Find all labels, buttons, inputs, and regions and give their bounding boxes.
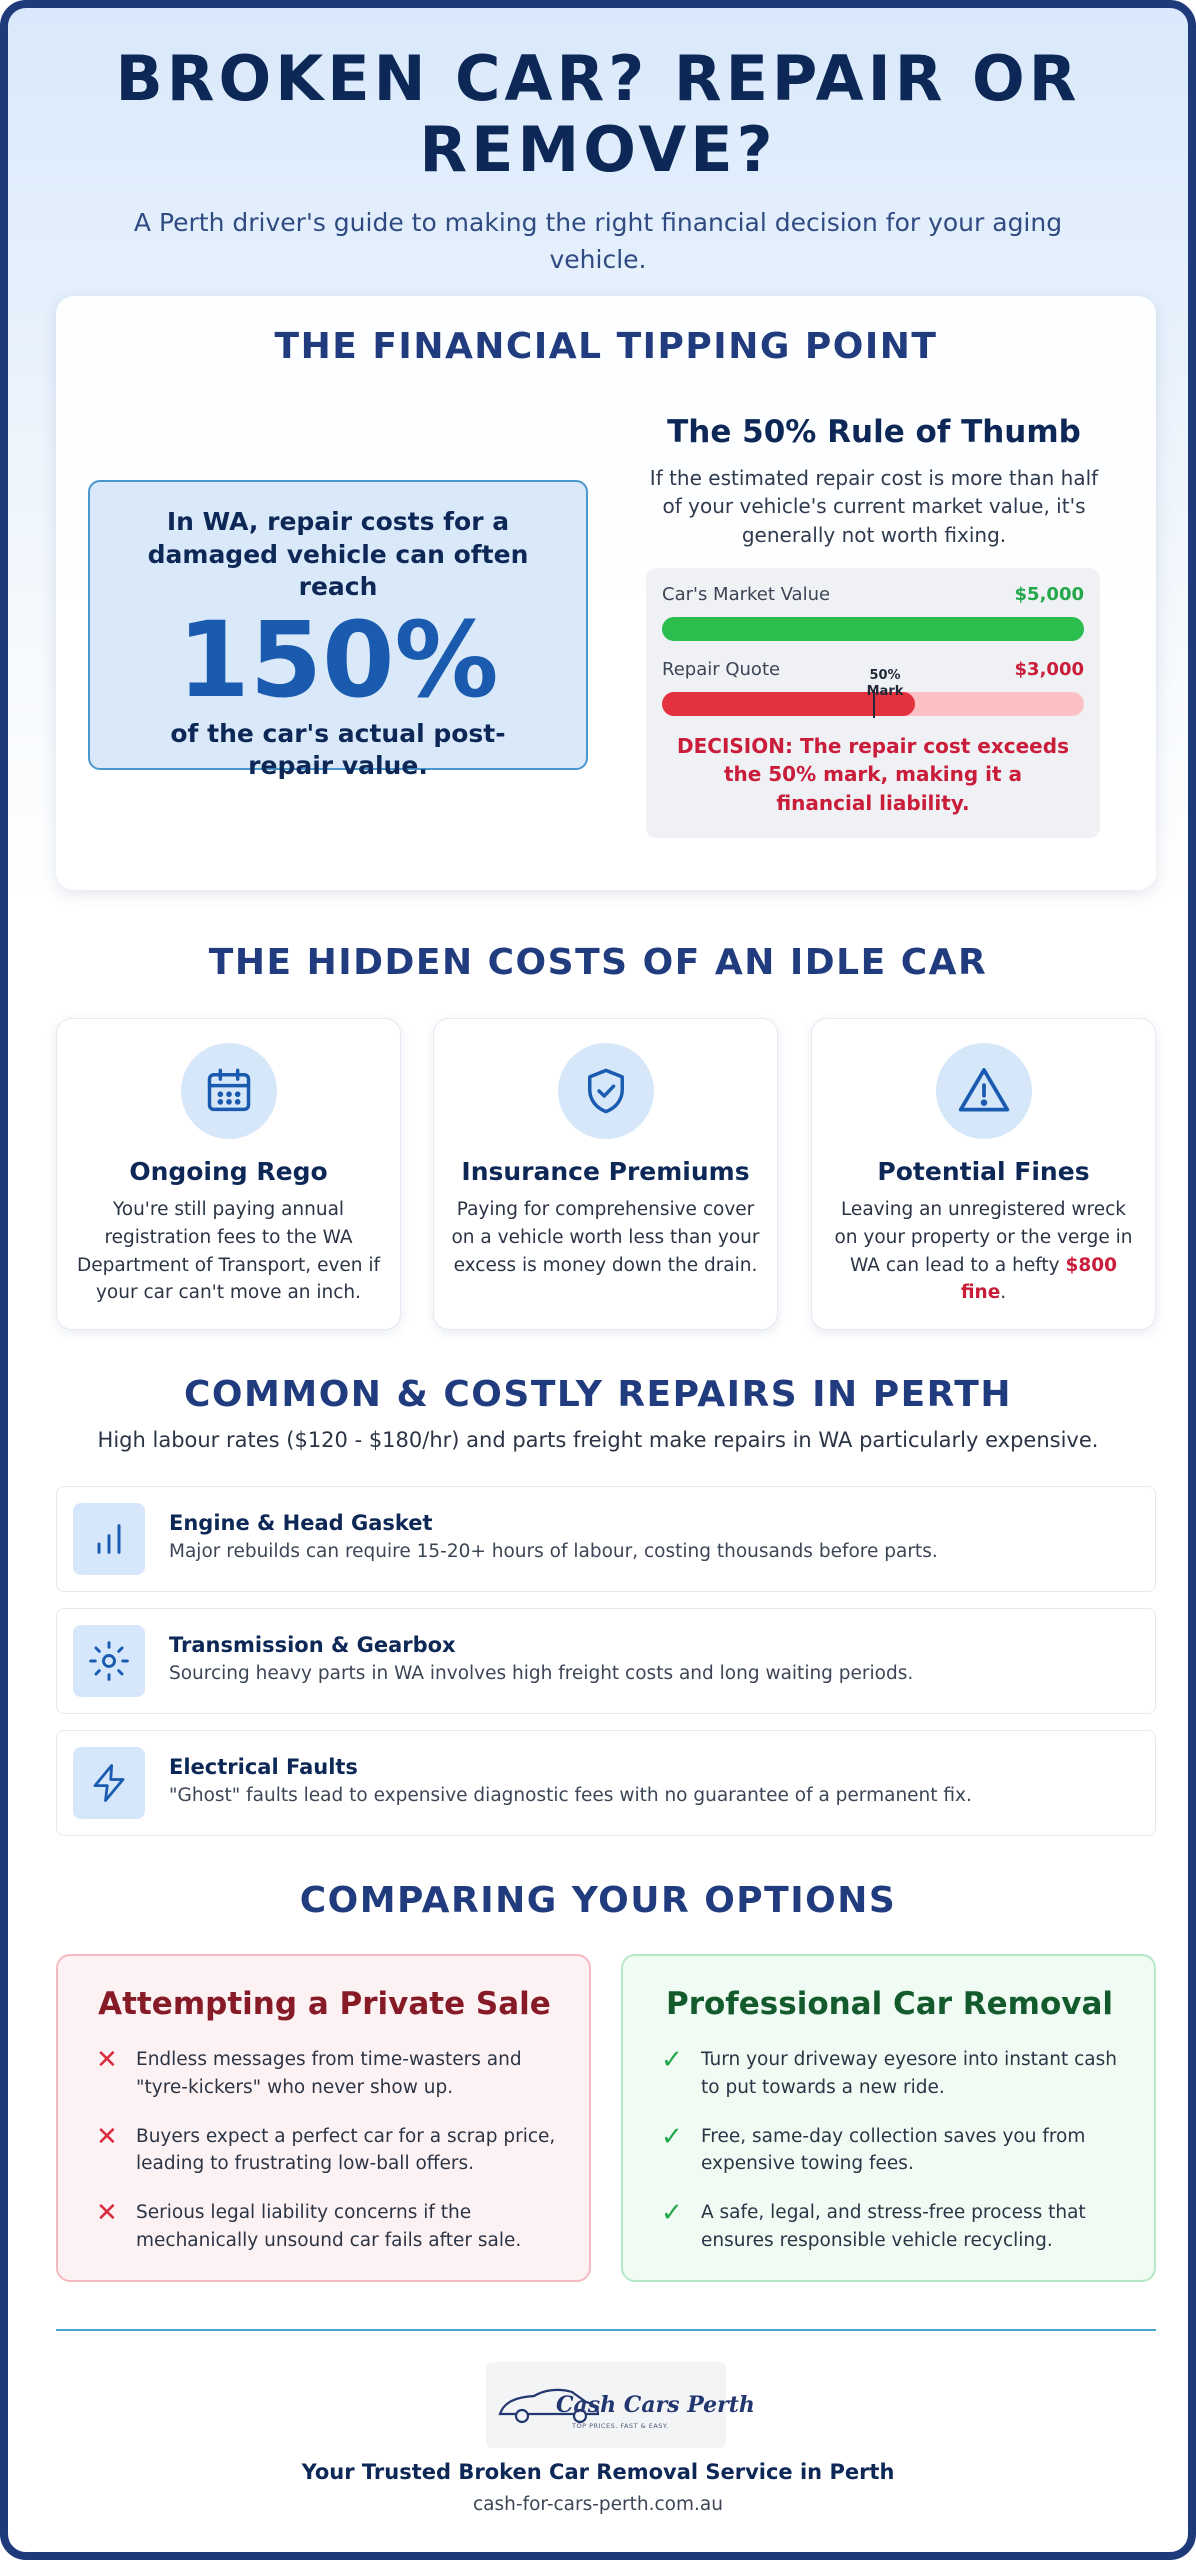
footer-divider xyxy=(56,2329,1156,2331)
fines-text: Leaving an unregistered wreck on your property or the verge in WA can lead to a hefty xyxy=(834,1199,1133,1276)
cross-icon: ✕ xyxy=(96,2198,118,2228)
cost-card-title: Ongoing Rego xyxy=(129,1157,328,1186)
cross-icon: ✕ xyxy=(96,2045,118,2075)
car-removal-panel xyxy=(621,1954,1156,2282)
market-value-row xyxy=(662,584,1084,605)
tipping-point-title: THE FINANCIAL TIPPING POINT xyxy=(274,326,938,367)
hidden-costs-title: THE HIDDEN COSTS OF AN IDLE CAR xyxy=(208,942,988,983)
fines-text-end: . xyxy=(1000,1282,1007,1304)
rule-of-thumb xyxy=(644,414,1104,549)
list-item-text: Endless messages from time-wasters and "tyre-kickers" who never show up. xyxy=(136,2049,522,2098)
list-item-text: Serious legal liability concerns if the mechanically unsound car fails after sale. xyxy=(136,2202,522,2251)
rule-text: If the estimated repair cost is more than half of your vehicle's current market value, it's generally not worth fixing. xyxy=(649,466,1099,547)
cost-card-insurance xyxy=(433,1018,778,1330)
fine-amount: $800 fine xyxy=(960,1254,1117,1304)
cross-icon: ✕ xyxy=(96,2121,118,2152)
list-item xyxy=(88,2123,561,2179)
check-icon: ✓ xyxy=(661,2198,683,2228)
decision-text: DECISION: The repair cost exceeds the 50% mark, making it a financial liability. xyxy=(677,734,1069,815)
private-sale-title: Attempting a Private Sale xyxy=(98,1986,551,2022)
check-icon: ✓ xyxy=(661,2121,683,2152)
shield-check-icon xyxy=(558,1043,654,1139)
repair-item-transmission xyxy=(56,1608,1156,1714)
repairs-subtitle: High labour rates ($120 - $180/hr) and parts freight make repairs in WA particularly expensive. xyxy=(97,1428,1099,1452)
list-item-text: Buyers expect a perfect car for a scrap price, leading to frustrating low-ball offers. xyxy=(136,2125,556,2175)
repair-item-text: "Ghost" faults lead to expensive diagnostic fees with no guarantee of a permanent fix. xyxy=(169,1785,972,1806)
cost-card-fines xyxy=(811,1018,1156,1330)
cost-card-title: Potential Fines xyxy=(877,1157,1090,1186)
logo-tagline: TOP PRICES. FAST & EASY. xyxy=(572,2422,669,2430)
page-title: BROKEN CAR? REPAIR OR REMOVE? xyxy=(115,42,1081,186)
repair-item-title: Engine & Head Gasket xyxy=(169,1511,433,1535)
fifty-percent-mark-label: 50% Mark xyxy=(866,668,904,700)
stat-value: 150% xyxy=(177,598,499,721)
stat-post-text: of the car's actual post-repair value. xyxy=(170,718,506,780)
calendar-icon xyxy=(181,1043,277,1139)
sun-gear-icon xyxy=(73,1625,145,1697)
bar-chart-icon xyxy=(73,1503,145,1575)
list-item-text: A safe, legal, and stress-free process that ensures responsible vehicle recycling. xyxy=(701,2202,1086,2251)
private-sale-panel xyxy=(56,1954,591,2282)
repair-item-electrical xyxy=(56,1730,1156,1836)
check-icon: ✓ xyxy=(661,2045,683,2075)
cost-card-text xyxy=(829,1196,1139,1307)
market-value-bar xyxy=(662,617,1084,641)
page-subtitle: A Perth driver's guide to making the right financial decision for your aging vehicle. xyxy=(133,208,1063,274)
cost-card-rego xyxy=(56,1018,401,1330)
tipping-point-section xyxy=(56,296,1156,890)
market-value-label: Car's Market Value xyxy=(662,584,831,605)
repair-item-title: Electrical Faults xyxy=(169,1755,358,1779)
cost-card-text: Paying for comprehensive cover on a vehicle worth less than your excess is money down the drain. xyxy=(451,1199,760,1276)
list-item xyxy=(653,2199,1126,2255)
warning-triangle-icon xyxy=(936,1043,1032,1139)
cash-cars-perth-logo xyxy=(486,2362,755,2448)
car-removal-title: Professional Car Removal xyxy=(665,1986,1114,2022)
car-removal-list xyxy=(653,2046,1126,2255)
repair-item-title: Transmission & Gearbox xyxy=(169,1633,456,1657)
footer-url[interactable]: cash-for-cars-perth.com.au xyxy=(473,2494,723,2515)
stat-pre-text: In WA, repair costs for a damaged vehicle can often reach xyxy=(147,507,529,601)
cost-card-text: You're still paying annual registration fees to the WA Department of Transport, even if your car can't move an inch. xyxy=(76,1199,381,1304)
list-item xyxy=(653,2123,1126,2179)
logo-name: Cash Cars Perth xyxy=(556,2392,755,2418)
list-item xyxy=(88,2199,561,2255)
private-sale-list xyxy=(88,2046,561,2255)
list-item-text: Turn your driveway eyesore into instant cash to put towards a new ride. xyxy=(701,2049,1117,2098)
stat-callout xyxy=(88,480,588,780)
list-item xyxy=(653,2046,1126,2102)
repair-item-text: Major rebuilds can require 15-20+ hours of labour, costing thousands before parts. xyxy=(169,1541,938,1562)
lightning-icon xyxy=(73,1747,145,1819)
repair-quote-label: Repair Quote xyxy=(662,659,781,680)
options-title: COMPARING YOUR OPTIONS xyxy=(299,1880,897,1921)
repair-quote-amount: $3,000 xyxy=(1014,659,1084,680)
cost-comparison-panel xyxy=(646,568,1100,838)
cost-card-title: Insurance Premiums xyxy=(461,1157,750,1186)
footer-title: Your Trusted Broken Car Removal Service in Perth xyxy=(301,2460,895,2484)
market-value-amount: $5,000 xyxy=(1014,584,1084,605)
repair-item-engine xyxy=(56,1486,1156,1592)
rule-title: The 50% Rule of Thumb xyxy=(667,414,1081,450)
list-item xyxy=(88,2046,561,2102)
list-item-text: Free, same-day collection saves you from expensive towing fees. xyxy=(701,2125,1086,2175)
hero xyxy=(8,8,1188,278)
repair-item-text: Sourcing heavy parts in WA involves high freight costs and long waiting periods. xyxy=(169,1663,914,1684)
repairs-title: COMMON & COSTLY REPAIRS IN PERTH xyxy=(184,1374,1012,1415)
